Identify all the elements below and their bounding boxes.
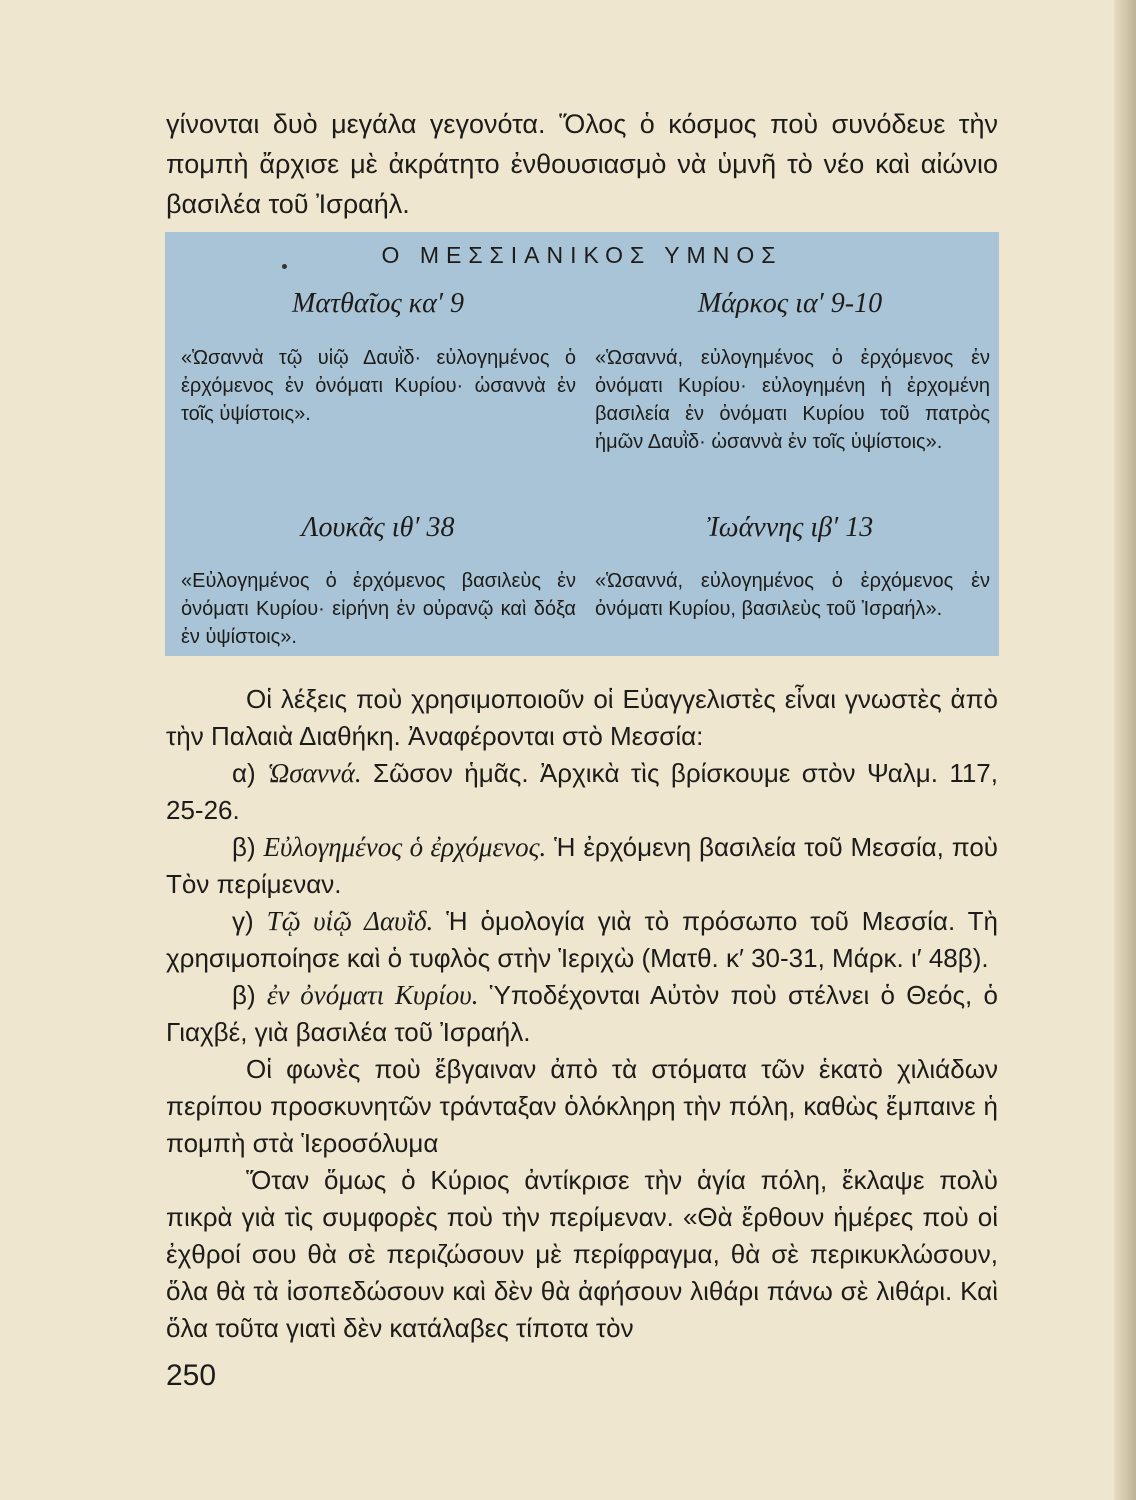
point-a-text: Σῶσον ἡμᾶς. Ἀρχικὰ τὶς βρίσκουμε στὸν Ψαλμ. 117, 25-26. — [166, 758, 998, 825]
point-c-text: Ἡ ὁμολογία γιὰ τὸ πρόσωπο τοῦ Μεσσία. Τὴ χρησιμοποίησε καὶ ὁ τυφλὸς στὴν Ἱεριχὼ (Ματθ. κ′ 30-31, Μάρκ. ι′ 48β). — [166, 906, 998, 973]
paragraph-lament: Ὅταν ὅμως ὁ Κύριος ἀντίκρισε τὴν ἁγία πόλη, ἔκλαψε πολὺ πικρὰ γιὰ τὶς συμφορὲς ποὺ τὴν περίμεναν. «Θὰ ἔρθουν ἡμέρες ποὺ οἱ ἐχθροί σου θὰ σὲ περιζώσουν μὲ περίφραγμα, θὰ σὲ περικυκλώσουν, ὅλα θὰ τὰ ἰσοπεδώσουν καὶ δὲν θὰ ἀφήσουν λιθάρι πάνω σὲ λιθάρι. Καὶ ὅλα τοῦτα γιατὶ δὲν κατάλαβες τίποτα τὸν — [166, 1165, 998, 1343]
term-osanna: Ὡσαννά. — [267, 758, 362, 788]
point-marker: α) — [232, 758, 268, 788]
point-c — [166, 903, 998, 977]
intro-paragraph: γίνονται δυὸ μεγάλα γεγονότα. Ὅλος ὁ κόσμος ποὺ συνόδευε τὴν πομπὴ ἄρχισε μὲ ἀκράτητο ἐνθουσιασμὸ νὰ ὑμνῆ τὸ νέο καὶ αἰώνιο βασιλέα τοῦ Ἰσραήλ. — [166, 109, 998, 219]
term-in-name-of-lord: ἐν ὀνόματι Κυρίου. — [266, 980, 479, 1010]
gospel-ref-luke: Λουκᾶς ιθ′ 38 — [301, 512, 455, 543]
gospel-ref-mark: Μάρκος ια′ 9-10 — [697, 288, 883, 319]
gospel-quote-mark: «Ὡσαννά, εὐλογημένος ὁ ἐρχόμενος ἐν ὀνόματι Κυρίου· εὐλογημένη ἡ ἐρχομένη βασιλεία ἐν ὀνόματι Κυρίου τοῦ πατρὸς ἡμῶν Δαυῒδ· ὡσαννὰ ἐν τοῖς ὑψίστοις». — [595, 347, 990, 453]
term-blessed: Εὐλογημένος ὁ ἐρχόμενος. — [263, 832, 547, 862]
point-b — [166, 829, 998, 903]
paragraph-words: Οἱ λέξεις ποὺ χρησιμοποιοῦν οἱ Εὐαγγελιστὲς εἶναι γνωστὲς ἀπὸ τὴν Παλαιὰ Διαθήκη. Ἀναφέρονται στὸ Μεσσία: — [166, 684, 998, 751]
point-marker: γ) — [232, 906, 267, 936]
point-d-text: Ὑποδέχονται Αὐτὸν ποὺ στέλνει ὁ Θεός, ὁ Γιαχβέ, γιὰ βασιλέα τοῦ Ἰσραήλ. — [166, 980, 998, 1047]
paragraph-voices: Οἱ φωνὲς ποὺ ἔβγαιναν ἀπὸ τὰ στόματα τῶν ἑκατὸ χιλιάδων περίπου προσκυνητῶν τράνταξαν ὁλόκληρη τὴν πόλη, καθὼς ἔμπαινε ἡ πομπὴ στὰ Ἱεροσόλυμα — [166, 1054, 998, 1158]
page-number: 250 — [166, 1359, 217, 1392]
gospel-quote-john: «Ὡσαννά, εὐλογημένος ὁ ἐρχόμενος ἐν ὀνόματι Κυρίου, βασιλεὺς τοῦ Ἰσραήλ». — [595, 570, 990, 620]
point-a — [166, 755, 998, 829]
point-b-text: Ἡ ἐρχόμενη βασιλεία τοῦ Μεσσία, ποὺ Τὸν περίμεναν. — [166, 832, 999, 899]
panel-title: Ο ΜΕΣΣΙΑΝΙΚΟΣ ΥΜΝΟΣ — [381, 242, 783, 268]
point-marker: β) — [232, 832, 264, 862]
gospel-quote-matthew: «Ὡσαννὰ τῷ υἱῷ Δαυῒδ· εὐλογημένος ὁ ἐρχόμενος ἐν ὀνόματι Κυρίου· ὡσαννὰ ἐν τοῖς ὑψίστοις». — [181, 347, 576, 425]
term-son-of-david: Τῷ υἱῷ Δαυῒδ. — [266, 906, 434, 936]
page-spine-shadow — [1114, 0, 1136, 1500]
main-text — [166, 681, 998, 1347]
gospel-ref-matthew: Ματθαῖος κα′ 9 — [292, 288, 464, 319]
point-d — [166, 977, 998, 1051]
point-marker: β) — [232, 980, 267, 1010]
gospel-ref-john: Ἰωάννης ιβ′ 13 — [706, 512, 874, 543]
gospel-quote-luke: «Εὐλογημένος ὁ ἐρχόμενος βασιλεὺς ἐν ὀνόματι Κυρίου· εἰρήνη ἐν οὐρανῷ καὶ δόξα ἐν ὑψίστοις». — [181, 570, 576, 648]
